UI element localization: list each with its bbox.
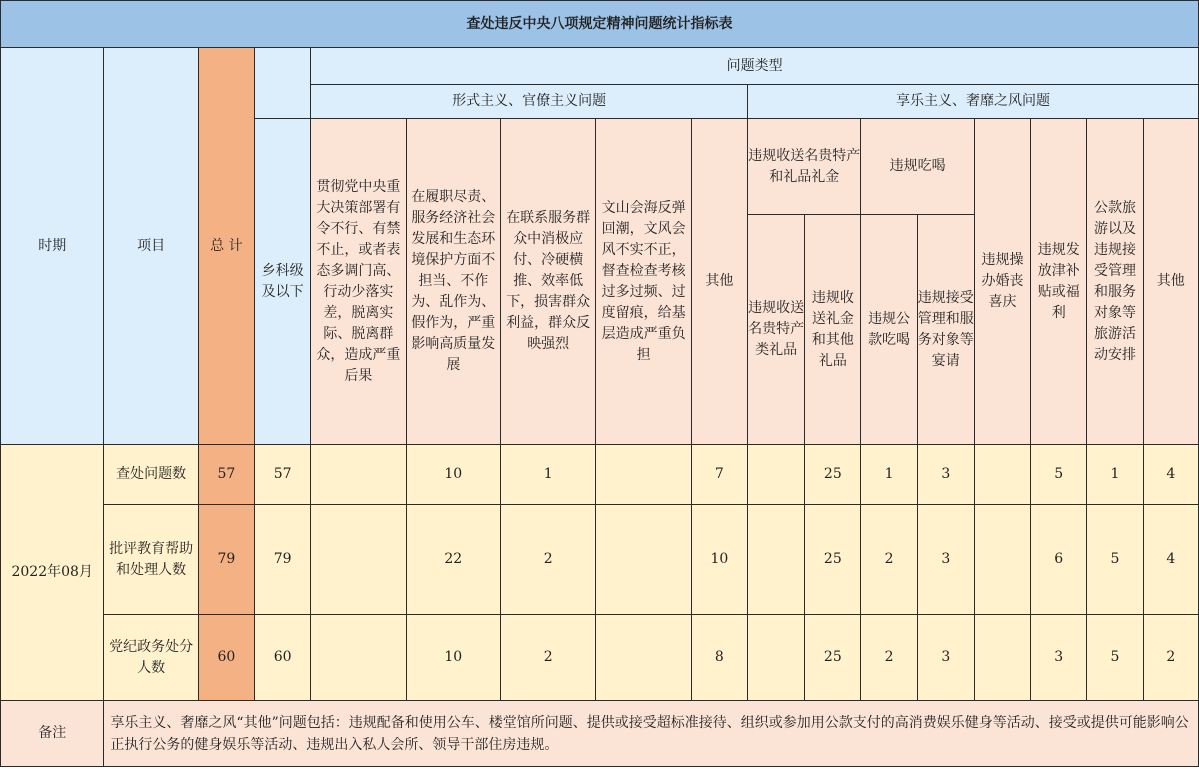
- table-title: 查处违反中央八项规定精神问题统计指标表: [1, 1, 1199, 48]
- formalism-col-2-cell: 22: [406, 505, 500, 615]
- hedonism-col-1-cell: [974, 615, 1030, 701]
- header-hedonism-col-1: 违规操办婚丧喜庆: [974, 119, 1030, 445]
- note-label: 备注: [1, 701, 104, 767]
- row-label: 批评教育帮助和处理人数: [104, 505, 198, 615]
- header-formalism-col-2: 在履职尽责、服务经济社会发展和生态环境保护方面不担当、不作为、乱作为、假作为，严重影响高质量发展: [406, 119, 500, 445]
- total-cell: 60: [198, 615, 254, 701]
- header-item: 项目: [104, 48, 198, 445]
- header-township: 乡科级及以下: [255, 119, 311, 445]
- formalism-col-1-cell: [311, 615, 406, 701]
- gift-col-1-cell: [748, 615, 805, 701]
- formalism-col-5-cell: 10: [691, 505, 747, 615]
- hedonism-col-1-cell: [974, 505, 1030, 615]
- hedonism-col-3-cell: 5: [1087, 505, 1143, 615]
- table-row: [1, 615, 1199, 701]
- formalism-col-1-cell: [311, 505, 406, 615]
- header-problem-type: 问题类型: [311, 48, 1199, 85]
- header-formalism-group: 形式主义、官僚主义问题: [311, 85, 748, 119]
- hedonism-col-3-cell: 1: [1087, 445, 1143, 505]
- formalism-col-3-cell: 2: [501, 615, 596, 701]
- header-blank: [255, 48, 311, 119]
- township-cell: 57: [255, 445, 311, 505]
- formalism-col-4-cell: [596, 615, 691, 701]
- header-formalism-col-4: 文山会海反弹回潮，文风会风不实不正，督查检查考核过多过频、过度留痕，给基层造成严重负担: [596, 119, 691, 445]
- gift-col-1-cell: [748, 445, 805, 505]
- dining-col-1-cell: 2: [861, 505, 917, 615]
- hedonism-col-2-cell: 5: [1031, 445, 1087, 505]
- dining-col-1-cell: 2: [861, 615, 917, 701]
- formalism-col-5-cell: 7: [691, 445, 747, 505]
- hedonism-col-4-cell: 4: [1143, 505, 1198, 615]
- header-hedonism-col-2: 违规发放津补贴或福利: [1031, 119, 1087, 445]
- dining-col-2-cell: 3: [917, 505, 974, 615]
- township-cell: 60: [255, 615, 311, 701]
- formalism-col-4-cell: [596, 505, 691, 615]
- header-hedonism-col-4: 其他: [1143, 119, 1198, 445]
- total-cell: 79: [198, 505, 254, 615]
- gift-col-1-cell: [748, 505, 805, 615]
- table-row: [1, 445, 1199, 505]
- row-label: 党纪政务处分人数: [104, 615, 198, 701]
- header-period: 时期: [1, 48, 104, 445]
- hedonism-col-2-cell: 3: [1031, 615, 1087, 701]
- hedonism-col-2-cell: 6: [1031, 505, 1087, 615]
- formalism-col-2-cell: 10: [406, 445, 500, 505]
- formalism-col-3-cell: 2: [501, 505, 596, 615]
- gift-col-2-cell: 25: [805, 445, 861, 505]
- header-formalism-col-5: 其他: [691, 119, 747, 445]
- header-dining-col-1: 违规公款吃喝: [861, 215, 917, 445]
- dining-col-2-cell: 3: [917, 615, 974, 701]
- header-gift-col-1: 违规收送名贵特产类礼品: [748, 215, 805, 445]
- header-total: 总 计: [198, 48, 254, 445]
- note-text: 享乐主义、奢靡之风“其他”问题包括：违规配备和使用公车、楼堂馆所问题、提供或接受超标准接待、组织或参加用公款支付的高消费娱乐健身等活动、接受或提供可能影响公正执行公务的健身娱乐等活动、违规出入私人会所、领导干部住房违规。: [104, 701, 1199, 767]
- formalism-col-3-cell: 1: [501, 445, 596, 505]
- total-cell: 57: [198, 445, 254, 505]
- header-gift-col-2: 违规收送礼金和其他礼品: [805, 215, 861, 445]
- dining-col-1-cell: 1: [861, 445, 917, 505]
- hedonism-col-3-cell: 5: [1087, 615, 1143, 701]
- formalism-col-2-cell: 10: [406, 615, 500, 701]
- dining-col-2-cell: 3: [917, 445, 974, 505]
- header-hedonism-group: 享乐主义、奢靡之风问题: [748, 85, 1199, 119]
- hedonism-col-4-cell: 2: [1143, 615, 1198, 701]
- header-formalism-col-1: 贯彻党中央重大决策部署有令不行、有禁不止，或者表态多调门高、行动少落实差，脱离实际、脱离群众，造成严重后果: [311, 119, 406, 445]
- row-label: 查处问题数: [104, 445, 198, 505]
- hedonism-col-1-cell: [974, 445, 1030, 505]
- hedonism-col-4-cell: 4: [1143, 445, 1198, 505]
- header-hedonism-col-3: 公款旅游以及违规接受管理和服务对象等旅游活动安排: [1087, 119, 1143, 445]
- township-cell: 79: [255, 505, 311, 615]
- header-formalism-col-3: 在联系服务群众中消极应付、冷硬横推、效率低下，损害群众利益，群众反映强烈: [501, 119, 596, 445]
- header-dining-col-2: 违规接受管理和服务对象等宴请: [917, 215, 974, 445]
- gift-col-2-cell: 25: [805, 505, 861, 615]
- gift-col-2-cell: 25: [805, 615, 861, 701]
- formalism-col-5-cell: 8: [691, 615, 747, 701]
- formalism-col-1-cell: [311, 445, 406, 505]
- table-row: [1, 505, 1199, 615]
- header-gift-group: 违规收送名贵特产和礼品礼金: [748, 119, 861, 215]
- formalism-col-4-cell: [596, 445, 691, 505]
- header-dining-group: 违规吃喝: [861, 119, 974, 215]
- period-value: 2022年08月: [1, 445, 104, 701]
